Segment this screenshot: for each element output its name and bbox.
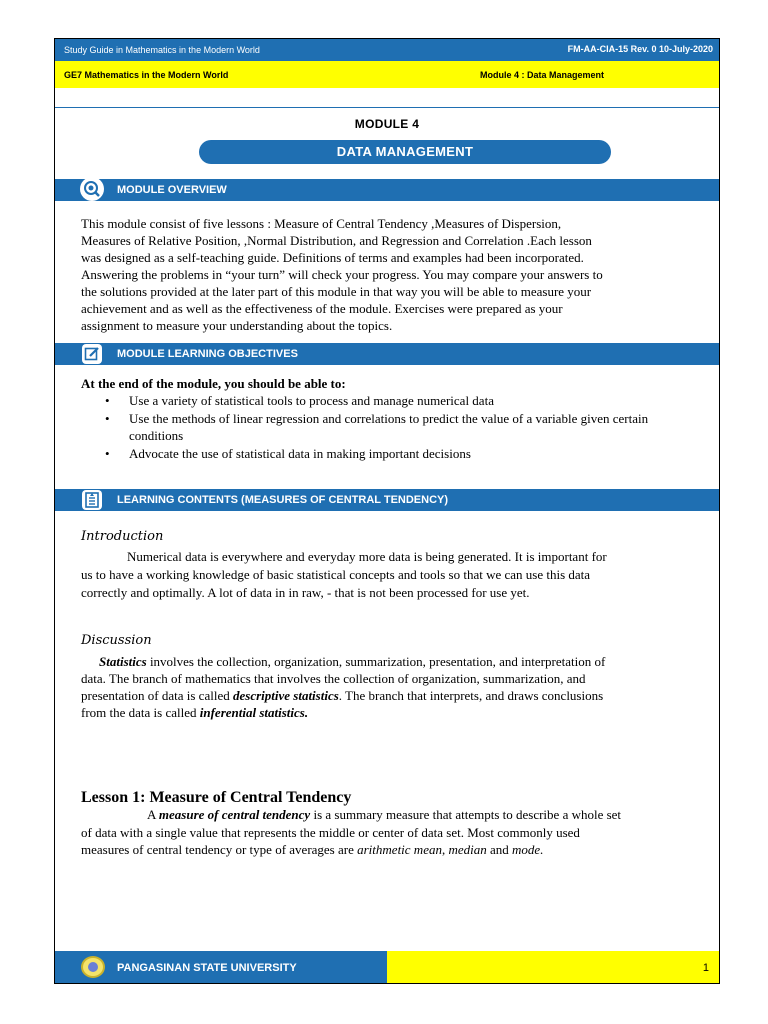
document-page — [54, 38, 720, 984]
lesson-text: A — [147, 807, 159, 822]
footer-page-area — [387, 951, 720, 984]
section-overview-header — [55, 179, 719, 201]
overview-heading: MODULE OVERVIEW — [117, 184, 227, 196]
overview-line: Answering the problems in “your turn” will check your progress. You may compare your answers to — [81, 267, 603, 282]
overview-line: was designed as a self-teaching guide. Definitions of terms and examples had been incorporated. — [81, 250, 584, 265]
lesson-line — [147, 807, 621, 824]
footer-bar — [55, 951, 387, 984]
discussion-line — [81, 688, 603, 705]
header-bar — [55, 39, 719, 61]
introduction-title: Introduction — [81, 529, 164, 544]
objectives-heading: MODULE LEARNING OBJECTIVES — [117, 348, 298, 360]
form-code: FM-AA-CIA-15 Rev. 0 10-July-2020 — [567, 44, 713, 54]
university-seal-icon — [81, 956, 105, 978]
lesson-title: Lesson 1: Measure of Central Tendency — [81, 789, 352, 806]
objectives-intro: At the end of the module, you should be able to: — [81, 376, 346, 391]
lesson-text: is a summary measure that attempts to describe a whole set — [310, 807, 622, 822]
lesson-line: of data with a single value that represents the middle or center of data set. Most commonly used — [81, 825, 580, 840]
guide-title: Study Guide in Mathematics in the Modern World — [64, 45, 260, 55]
term-mean: arithmetic mean — [357, 842, 442, 857]
university-name: PANGASINAN STATE UNIVERSITY — [117, 962, 297, 974]
course-name: GE7 Mathematics in the Modern World — [64, 70, 229, 80]
discussion-text: from the data is called — [81, 705, 200, 720]
lesson-line — [81, 842, 543, 859]
overview-line: assignment to measure your understanding about the topics. — [81, 318, 393, 333]
discussion-line — [81, 705, 308, 722]
term-statistics: Statistics — [99, 654, 147, 669]
course-bar — [55, 61, 719, 88]
intro-line: Numerical data is everywhere and everyday more data is being generated. It is important for — [127, 549, 607, 564]
contents-heading: LEARNING CONTENTS (MEASURES OF CENTRAL TENDENCY) — [117, 494, 449, 506]
edit-pencil-icon — [82, 344, 102, 364]
module-number: MODULE 4 — [354, 117, 420, 131]
overview-line: This module consist of five lessons : Measure of Central Tendency ,Measures of Dispersion, — [81, 216, 562, 231]
lesson-text: and — [486, 842, 513, 857]
overview-line: Measures of Relative Position, ,Normal Distribution, and Regression and Correlation .Each lesson — [81, 233, 592, 248]
target-search-icon — [80, 177, 104, 201]
discussion-text: involves the collection, organization, summarization, presentation, and interpretation of — [146, 654, 606, 669]
bullet-icon: • — [105, 446, 110, 461]
page-number: 1 — [702, 962, 709, 974]
term-inferential-statistics: inferential statistics. — [199, 705, 309, 720]
discussion-title: Discussion — [81, 633, 152, 648]
divider — [55, 107, 719, 108]
intro-line: us to have a working knowledge of basic statistical concepts and tools so that we can use this data — [81, 567, 591, 582]
discussion-line: data. The branch of mathematics that involves the collection of organization, summarization, and — [81, 671, 586, 686]
book-list-icon — [82, 490, 102, 510]
discussion-text: presentation of data is called — [81, 688, 233, 703]
bullet-icon: • — [105, 393, 110, 408]
discussion-line — [99, 654, 605, 671]
term-descriptive-statistics: descriptive statistics — [232, 688, 339, 703]
objective-text: Use a variety of statistical tools to process and manage numerical data — [129, 393, 494, 408]
lesson-text: , — [441, 842, 449, 857]
term-mode: mode. — [512, 842, 544, 857]
overview-line: achievement and as well as the effectiveness of the module. Exercises were prepared as your — [81, 301, 563, 316]
module-reference: Module 4 : Data Management — [480, 70, 605, 80]
overview-line: the solutions provided at the later part of this module in that way you will be able to measure your — [81, 284, 592, 299]
term-median: median — [448, 842, 487, 857]
section-contents-header — [55, 489, 719, 511]
intro-line: correctly and optimally. A lot of data in in raw, - that is not been processed for use yet. — [81, 585, 530, 600]
term-central-tendency: measure of central tendency — [158, 807, 311, 822]
bullet-icon: • — [105, 411, 110, 426]
objective-text: Use the methods of linear regression and correlations to predict the value of a variable given certain conditions — [129, 411, 649, 443]
discussion-text: . The branch that interprets, and draws conclusions — [338, 688, 604, 703]
lesson-text: measures of central tendency or type of averages are — [81, 842, 358, 857]
module-title: DATA MANAGEMENT — [199, 140, 611, 164]
objective-text: Advocate the use of statistical data in making important decisions — [129, 446, 471, 461]
section-objectives-header — [55, 343, 719, 365]
